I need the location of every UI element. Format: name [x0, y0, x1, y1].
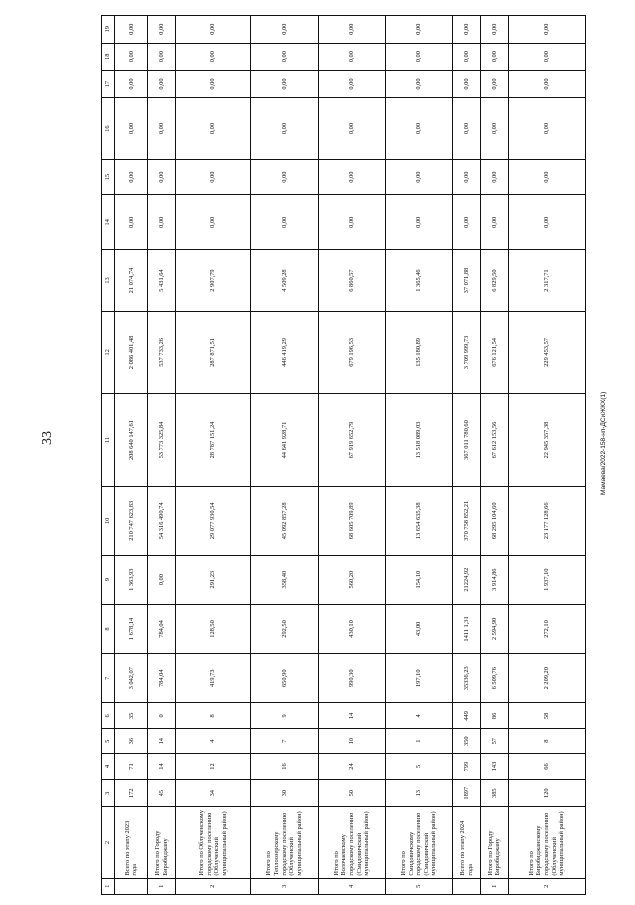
table-cell: 14: [148, 754, 176, 780]
table-row: [148, 16, 176, 895]
table-cell: 0,00: [318, 16, 385, 44]
table-cell: 0,00: [385, 43, 452, 70]
table-cell: 0,00: [385, 16, 452, 44]
column-header: 5: [102, 729, 115, 754]
table-cell: 28 787 151,24: [176, 393, 251, 486]
table-cell: 5 431,64: [148, 250, 176, 312]
row-number: 3: [251, 878, 318, 894]
table-cell: 291,23: [176, 555, 251, 604]
table-cell: 0,00: [115, 43, 148, 70]
column-header: 4: [102, 754, 115, 780]
table-cell: 3 914,86: [481, 555, 509, 604]
table-cell: 67 612 153,56: [481, 393, 509, 486]
table-cell: 0,00: [453, 195, 481, 250]
table-cell: 0: [148, 703, 176, 729]
footer-note: Мамаева/2022-158-нп-ДСиЖКХ(1): [600, 391, 607, 495]
table-cell: 1 678,14: [115, 604, 148, 653]
table-cell: 29 077 930,54: [176, 487, 251, 555]
table-cell: 24: [318, 754, 385, 780]
table-row: [176, 16, 251, 895]
table-cell: 208 640 147,61: [115, 393, 148, 486]
table-cell: 0,00: [385, 70, 452, 97]
row-name: Итого по Городу Биробиджану: [148, 807, 176, 878]
table-cell: 67 919 652,79: [318, 393, 385, 486]
table-cell: 5: [385, 754, 452, 780]
table-row: [251, 16, 318, 895]
data-table: [101, 15, 586, 895]
table-cell: 45: [148, 780, 176, 807]
table-cell: 0,00: [453, 43, 481, 70]
table-cell: 0,00: [508, 195, 585, 250]
table-cell: 58: [508, 703, 585, 729]
table-cell: 1897: [453, 780, 481, 807]
table-cell: 419,73: [176, 654, 251, 703]
table-cell: 1411 1,31: [453, 604, 481, 653]
table-cell: 0,00: [148, 98, 176, 160]
table-cell: 34: [176, 780, 251, 807]
table-cell: 0,00: [251, 159, 318, 195]
table-cell: 22 945 357,38: [508, 393, 585, 486]
table-cell: 229 453,57: [508, 311, 585, 393]
table-cell: 172: [115, 780, 148, 807]
table-cell: 54 316 490,74: [148, 487, 176, 555]
table-cell: 2 907,79: [176, 250, 251, 312]
table-cell: 449: [453, 703, 481, 729]
table-cell: 53 773 325,84: [148, 393, 176, 486]
table-cell: 799: [453, 754, 481, 780]
table-cell: 0,00: [176, 98, 251, 160]
table-cell: 446 419,29: [251, 311, 318, 393]
table-cell: 44 641 928,71: [251, 393, 318, 486]
table-cell: 43,00: [385, 604, 452, 653]
table-cell: 9: [251, 703, 318, 729]
table-cell: 66: [508, 754, 585, 780]
table-cell: 0,00: [176, 159, 251, 195]
table-cell: 0,00: [453, 70, 481, 97]
table-cell: 45 092 857,28: [251, 487, 318, 555]
table-cell: 560,20: [318, 555, 385, 604]
table-cell: 50: [318, 780, 385, 807]
row-name: Итого по Облученскому городскому поселению (Облученский муниципальный район): [176, 807, 251, 878]
table-cell: 21224,92: [453, 555, 481, 604]
row-number: 2: [508, 878, 585, 894]
row-number: [115, 878, 148, 894]
column-header: 17: [102, 70, 115, 97]
table-cell: 86: [481, 703, 509, 729]
column-header: 1: [102, 878, 115, 894]
table-cell: 23 177 128,66: [508, 487, 585, 555]
column-header: 9: [102, 555, 115, 604]
table-row: [481, 16, 509, 895]
table-cell: 0,00: [453, 98, 481, 160]
table-cell: 30: [251, 780, 318, 807]
table-cell: 2 086 401,48: [115, 311, 148, 393]
table-cell: 143: [481, 754, 509, 780]
table-cell: 0,00: [481, 70, 509, 97]
table-cell: 0,00: [115, 98, 148, 160]
table-cell: 385: [481, 780, 509, 807]
table-cell: 197,10: [385, 654, 452, 703]
table-cell: 16: [251, 754, 318, 780]
table-cell: 128,50: [176, 604, 251, 653]
table-cell: 2 594,90: [481, 604, 509, 653]
table-row: [508, 16, 585, 895]
table-cell: 0,00: [115, 70, 148, 97]
table-cell: 154,10: [385, 555, 452, 604]
table-cell: 0,00: [115, 195, 148, 250]
table-cell: 0,00: [176, 16, 251, 44]
table-cell: 367 011 780,60: [453, 393, 481, 486]
table-cell: 68 295 104,60: [481, 487, 509, 555]
table-cell: 21 074,74: [115, 250, 148, 312]
column-header: 16: [102, 98, 115, 160]
table-cell: 537 733,26: [148, 311, 176, 393]
rotated-table-container: [101, 15, 586, 895]
table-cell: 0,00: [148, 43, 176, 70]
table-cell: 13 654 635,38: [385, 487, 452, 555]
table-cell: 0,00: [508, 98, 585, 160]
table-cell: 0,00: [251, 16, 318, 44]
table-cell: 8: [176, 703, 251, 729]
row-number: 1: [148, 878, 176, 894]
row-number: 1: [481, 878, 509, 894]
table-cell: 650,90: [251, 654, 318, 703]
table-cell: 784,04: [148, 604, 176, 653]
column-header: 19: [102, 16, 115, 44]
row-name: Всего по этапу 2024 года: [453, 807, 481, 878]
table-cell: 0,00: [508, 43, 585, 70]
table-cell: 0,00: [318, 195, 385, 250]
table-cell: 1 363,93: [115, 555, 148, 604]
table-cell: 6 860,57: [318, 250, 385, 312]
table-cell: 35: [115, 703, 148, 729]
table-cell: 0,00: [453, 16, 481, 44]
column-header: 18: [102, 43, 115, 70]
table-cell: 4: [385, 703, 452, 729]
table-cell: 0,00: [481, 159, 509, 195]
table-cell: 135 180,89: [385, 311, 452, 393]
table-cell: 35336,23: [453, 654, 481, 703]
table-cell: 7: [251, 729, 318, 754]
table-cell: 36: [115, 729, 148, 754]
table-cell: 272,10: [508, 604, 585, 653]
table-cell: 57: [481, 729, 509, 754]
table-cell: 8: [508, 729, 585, 754]
column-header: 2: [102, 807, 115, 878]
column-header: 11: [102, 393, 115, 486]
table-cell: 0,00: [251, 43, 318, 70]
table-row: [385, 16, 452, 895]
table-cell: 0,00: [508, 159, 585, 195]
table-cell: 358,40: [251, 555, 318, 604]
table-cell: 0,00: [385, 159, 452, 195]
row-number: 5: [385, 878, 452, 894]
table-cell: 430,10: [318, 604, 385, 653]
table-cell: 6 829,50: [481, 250, 509, 312]
table-cell: 68 605 709,89: [318, 487, 385, 555]
table-cell: 0,00: [481, 16, 509, 44]
table-cell: 0,00: [176, 195, 251, 250]
column-header: 8: [102, 604, 115, 653]
column-header: 13: [102, 250, 115, 312]
table-cell: 2 317,71: [508, 250, 585, 312]
table-cell: 13 518 089,03: [385, 393, 452, 486]
column-header: 6: [102, 703, 115, 729]
column-header: 3: [102, 780, 115, 807]
table-cell: 0,00: [115, 16, 148, 44]
row-number: [453, 878, 481, 894]
table-cell: 13: [385, 780, 452, 807]
table-cell: 14: [318, 703, 385, 729]
table-cell: 14: [148, 729, 176, 754]
table-cell: 0,00: [318, 43, 385, 70]
column-header: 14: [102, 195, 115, 250]
column-header: 7: [102, 654, 115, 703]
table-cell: 370 758 852,21: [453, 487, 481, 555]
table-cell: 0,00: [385, 195, 452, 250]
table-cell: 4: [176, 729, 251, 754]
table-row: [115, 16, 148, 895]
column-header: 12: [102, 311, 115, 393]
table-cell: 210 747 623,83: [115, 487, 148, 555]
table-cell: 679 196,53: [318, 311, 385, 393]
table-cell: 71: [115, 754, 148, 780]
table-cell: 0,00: [251, 70, 318, 97]
page-number: 33: [40, 431, 55, 445]
table-cell: 1 365,46: [385, 250, 452, 312]
table-cell: 1: [385, 729, 452, 754]
table-cell: 0,00: [115, 159, 148, 195]
table-cell: 12: [176, 754, 251, 780]
table-cell: 0,00: [176, 43, 251, 70]
table-cell: 0,00: [481, 98, 509, 160]
table-cell: 0,00: [481, 195, 509, 250]
row-name: Итого по Биробиджанскому городскому поселению (Облученский муниципальный район): [508, 807, 585, 878]
table-cell: 120: [508, 780, 585, 807]
table-cell: 0,00: [148, 159, 176, 195]
table-cell: 4 509,28: [251, 250, 318, 312]
table-cell: 1 937,10: [508, 555, 585, 604]
table-cell: 0,00: [453, 159, 481, 195]
table-cell: 0,00: [148, 195, 176, 250]
table-cell: 10: [318, 729, 385, 754]
row-name: Итого по Волочаевскому городскому поселению (Смидовичский муниципальный район): [318, 807, 385, 878]
table-cell: 0,00: [251, 98, 318, 160]
table-cell: 0,00: [318, 70, 385, 97]
table-cell: 2 209,20: [508, 654, 585, 703]
table-cell: 0,00: [251, 195, 318, 250]
table-cell: 3 042,07: [115, 654, 148, 703]
table-row: [453, 16, 481, 895]
table-cell: 676 121,54: [481, 311, 509, 393]
table-cell: 0,00: [148, 70, 176, 97]
column-header: 10: [102, 487, 115, 555]
table-cell: 0,00: [148, 16, 176, 44]
table-row: [318, 16, 385, 895]
row-name: Всего по этапу 2023 года: [115, 807, 148, 878]
row-name: Итого по Теплоозерскому городскому поселению (Облученский муниципальный район): [251, 807, 318, 878]
table-cell: 0,00: [481, 43, 509, 70]
table-cell: 990,30: [318, 654, 385, 703]
table-cell: 0,00: [318, 159, 385, 195]
table-cell: 3 709 999,73: [453, 311, 481, 393]
row-name: Итого по Смидовичскому городскому поселению (Смидовичский муниципальный район): [385, 807, 452, 878]
table-cell: 37 071,88: [453, 250, 481, 312]
table-cell: 0,00: [176, 70, 251, 97]
table-cell: 0,00: [148, 555, 176, 604]
table-cell: 0,00: [318, 98, 385, 160]
row-number: 4: [318, 878, 385, 894]
table-cell: 0,00: [508, 70, 585, 97]
table-cell: 6 509,76: [481, 654, 509, 703]
row-number: 2: [176, 878, 251, 894]
header-row: [102, 16, 115, 895]
table-cell: 784,04: [148, 654, 176, 703]
table-cell: 287 871,51: [176, 311, 251, 393]
table-cell: 292,50: [251, 604, 318, 653]
table-cell: 0,00: [385, 98, 452, 160]
column-header: 15: [102, 159, 115, 195]
table-cell: 350: [453, 729, 481, 754]
table-cell: 0,00: [508, 16, 585, 44]
row-name: Итого по Городу Биробиджану: [481, 807, 509, 878]
